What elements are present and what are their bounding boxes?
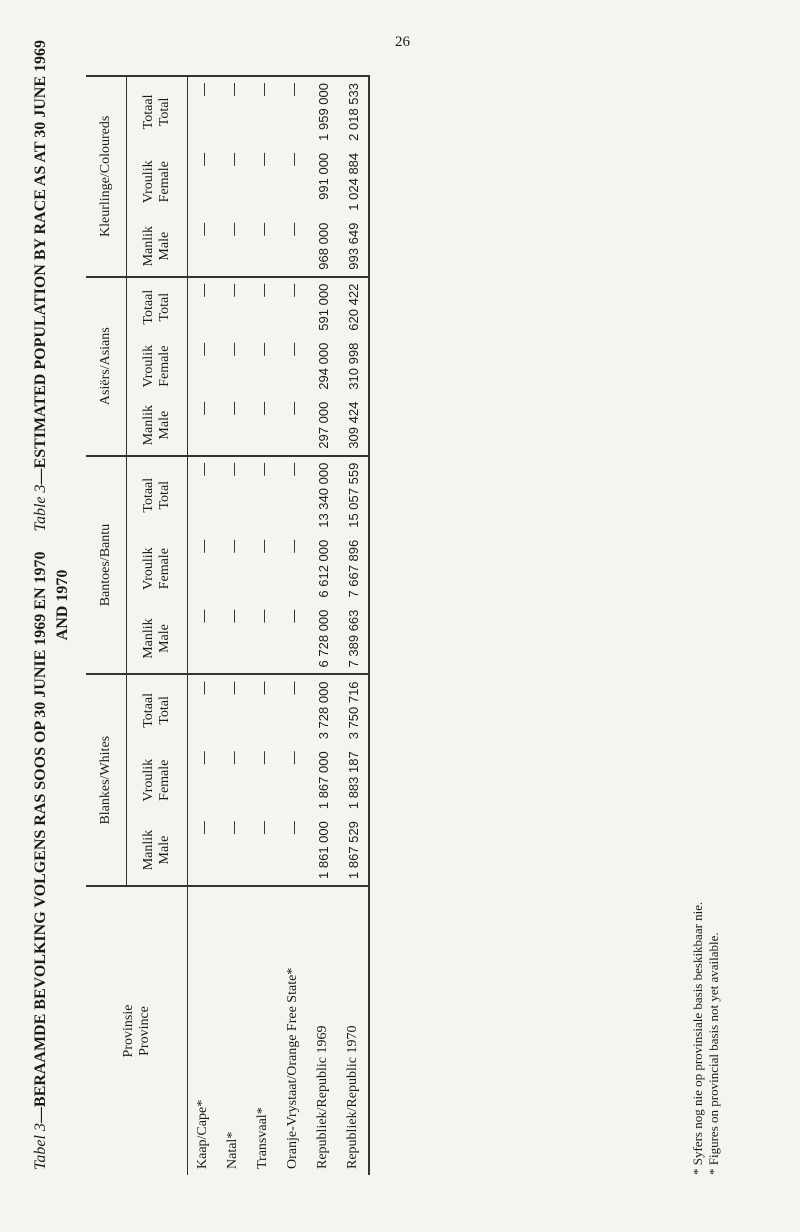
value-cell: 310 998 xyxy=(338,337,369,396)
value-cell: — xyxy=(278,76,308,147)
population-table xyxy=(86,75,370,1175)
subcol-af: Manlik xyxy=(141,829,156,871)
subcol-en: Female xyxy=(157,161,172,203)
value-cell: — xyxy=(278,277,308,337)
value-cell: — xyxy=(285,342,301,356)
subcol-en: Total xyxy=(157,480,172,510)
subcol-af: Totaal xyxy=(141,94,156,130)
footnotes xyxy=(690,902,722,1175)
subcol-header xyxy=(127,674,188,745)
value-cell: — xyxy=(255,609,271,623)
province-cell: Republiek/Republic 1969 xyxy=(308,886,338,1175)
subcol-en: Female xyxy=(157,759,172,801)
table-title xyxy=(30,35,74,1175)
value-cell: — xyxy=(255,401,271,415)
subcol-af: Totaal xyxy=(141,289,156,325)
value-cell: 1 867 529 xyxy=(338,815,369,886)
province-cell: Transvaal* xyxy=(248,886,278,1175)
title-afrikaans: —BERAAMDE BEVOLKING VOLGENS RAS SOOS OP 30 JUNIE 1969 EN 1970 xyxy=(32,551,49,1124)
value-cell: — xyxy=(225,821,241,835)
value-cell: — xyxy=(278,456,308,534)
subcol-en: Female xyxy=(157,548,172,590)
value-cell: 620 422 xyxy=(338,277,369,337)
title-label-en: Table 3 xyxy=(32,484,49,532)
subcol-af: Vroulik xyxy=(141,344,156,388)
subcol-header xyxy=(127,534,188,604)
value-cell: — xyxy=(285,609,301,623)
value-cell: — xyxy=(195,152,211,166)
title-english: —ESTIMATED POPULATION BY RACE AS AT 30 JUNE 1969 AND 1970 xyxy=(32,39,71,641)
value-cell: — xyxy=(285,401,301,415)
table-row xyxy=(338,76,369,1175)
value-cell: — xyxy=(225,342,241,356)
value-cell: — xyxy=(248,456,278,534)
value-cell: 7 667 896 xyxy=(338,534,369,604)
subcol-af: Vroulik xyxy=(141,160,156,204)
value-cell: — xyxy=(225,751,241,765)
value-cell: — xyxy=(188,674,219,745)
province-cell: Kaap/Cape* xyxy=(188,886,219,1175)
group-header-coloureds: Kleurlinge/Coloureds xyxy=(86,76,127,277)
province-header-af: Provinsie xyxy=(120,1004,136,1058)
value-cell: — xyxy=(255,821,271,835)
subcol-en: Total xyxy=(157,97,172,127)
subcol-header xyxy=(127,147,188,217)
value-cell: — xyxy=(225,539,241,553)
value-cell: — xyxy=(285,152,301,166)
value-cell: — xyxy=(195,401,211,415)
value-cell: 968 000 xyxy=(315,222,331,270)
value-cell: — xyxy=(188,277,219,337)
province-cell: Republiek/Republic 1970 xyxy=(338,886,369,1175)
footnote-en: * Figures on provincial basis not yet available. xyxy=(706,932,721,1175)
footnote-af: * Syfers nog nie op provinsiale basis beskikbaar nie. xyxy=(690,901,705,1175)
value-cell: 1 883 187 xyxy=(338,745,369,815)
subcol-header xyxy=(127,815,188,886)
value-cell: — xyxy=(285,222,301,236)
value-cell: — xyxy=(255,539,271,553)
value-cell: 1 959 000 xyxy=(308,76,338,147)
value-cell: 6 728 000 xyxy=(315,609,331,668)
value-cell: — xyxy=(188,76,219,147)
value-cell: — xyxy=(285,539,301,553)
subcol-en: Total xyxy=(157,292,172,322)
province-header xyxy=(86,886,188,1175)
subcol-en: Male xyxy=(157,624,172,653)
value-cell: — xyxy=(248,674,278,745)
value-cell: — xyxy=(225,152,241,166)
value-cell: — xyxy=(248,76,278,147)
value-cell: 13 340 000 xyxy=(308,456,338,534)
value-cell: 591 000 xyxy=(308,277,338,337)
subcol-af: Manlik xyxy=(141,225,156,267)
page-number: 26 xyxy=(395,34,410,50)
subcol-af: Vroulik xyxy=(141,547,156,591)
subcol-af: Manlik xyxy=(141,404,156,446)
value-cell: — xyxy=(285,821,301,835)
value-cell: — xyxy=(188,456,219,534)
subcol-af: Manlik xyxy=(141,618,156,659)
value-cell: — xyxy=(225,401,241,415)
table-row xyxy=(248,76,278,1175)
value-cell: 294 000 xyxy=(315,342,331,390)
value-cell: 993 649 xyxy=(338,217,369,277)
value-cell: — xyxy=(195,821,211,835)
value-cell: 2 018 533 xyxy=(338,76,369,147)
value-cell: — xyxy=(195,751,211,765)
value-cell: — xyxy=(218,277,248,337)
subcol-header xyxy=(127,277,188,337)
value-cell: — xyxy=(218,674,248,745)
value-cell: 7 389 663 xyxy=(338,604,369,675)
value-cell: — xyxy=(218,76,248,147)
subcol-en: Total xyxy=(157,696,172,725)
rotated-table-page xyxy=(30,35,770,1175)
subcol-en: Male xyxy=(157,231,172,261)
value-cell: 3 750 716 xyxy=(338,674,369,745)
value-cell: — xyxy=(248,277,278,337)
value-cell: — xyxy=(255,342,271,356)
subcol-header xyxy=(127,456,188,534)
value-cell: — xyxy=(195,222,211,236)
value-cell: — xyxy=(218,456,248,534)
value-cell: — xyxy=(195,609,211,623)
subcol-header xyxy=(127,217,188,277)
value-cell: 297 000 xyxy=(315,401,331,449)
subcol-en: Male xyxy=(157,410,172,440)
subcol-header xyxy=(127,396,188,456)
subcol-header xyxy=(127,76,188,147)
table-row xyxy=(218,76,248,1175)
value-cell: — xyxy=(255,152,271,166)
value-cell: — xyxy=(255,751,271,765)
province-cell: Oranje-Vrystaat/Orange Free State* xyxy=(278,886,308,1175)
group-header-asians: Asiërs/Asians xyxy=(86,277,127,456)
province-cell: Natal* xyxy=(218,886,248,1175)
value-cell: 6 612 000 xyxy=(315,539,331,598)
value-cell: — xyxy=(225,222,241,236)
subcol-header xyxy=(127,745,188,815)
subcol-header xyxy=(127,337,188,396)
subcol-en: Male xyxy=(157,835,172,865)
value-cell: 1 861 000 xyxy=(315,821,331,879)
value-cell: 309 424 xyxy=(338,396,369,456)
group-header-bantu: Bantoes/Bantu xyxy=(86,456,127,675)
subcol-en: Female xyxy=(157,345,172,387)
group-header-whites: Blankes/Whites xyxy=(86,674,127,886)
value-cell: 1 024 884 xyxy=(338,147,369,217)
value-cell: — xyxy=(225,609,241,623)
subcol-af: Vroulik xyxy=(141,758,156,802)
value-cell: — xyxy=(278,674,308,745)
value-cell: 3 728 000 xyxy=(308,674,338,745)
value-cell: — xyxy=(195,342,211,356)
table-row xyxy=(308,76,338,1175)
title-label-af: Tabel 3 xyxy=(32,1123,49,1171)
value-cell: 1 867 000 xyxy=(315,751,331,810)
subcol-header xyxy=(127,604,188,675)
value-cell: — xyxy=(195,539,211,553)
value-cell: 15 057 559 xyxy=(338,456,369,534)
value-cell: — xyxy=(285,751,301,765)
table-row xyxy=(278,76,308,1175)
subcol-af: Totaal xyxy=(141,692,156,728)
value-cell: — xyxy=(255,222,271,236)
province-header-en: Province xyxy=(136,1006,152,1056)
value-cell: 991 000 xyxy=(315,152,331,200)
table-row xyxy=(188,76,219,1175)
subcol-af: Totaal xyxy=(141,477,156,513)
